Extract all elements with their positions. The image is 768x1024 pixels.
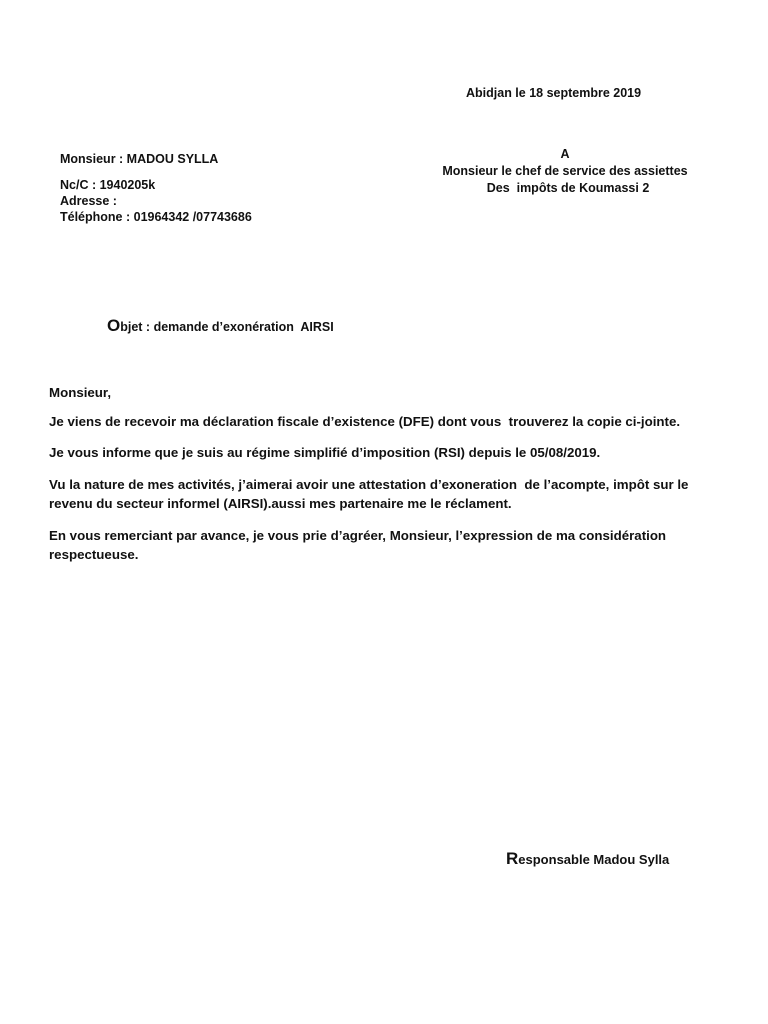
body-paragraph-3: Vu la nature de mes activités, j’aimerai avoir une attestation d’exoneration de l’acompte, impôt sur le revenu du secteur informel (AIRSI).aussi mes partenaire me le réclament.	[49, 476, 693, 511]
sender-block	[60, 151, 252, 225]
sender-spacer	[60, 167, 252, 177]
recipient-line-2: Monsieur le chef de service des assiettes	[442, 164, 688, 178]
subject-text: bjet : demande d’exonération AIRSI	[120, 320, 334, 334]
letter-date: Abidjan le 18 septembre 2019	[466, 86, 642, 100]
body-paragraph-2: Je vous informe que je suis au régime simplifié d’imposition (RSI) depuis le 05/08/2019.	[49, 445, 601, 460]
recipient-line-3: Des impôts de Koumassi 2	[486, 181, 650, 195]
body-paragraph-1: Je viens de recevoir ma déclaration fiscale d’existence (DFE) dont vous trouverez la copie ci-jointe.	[49, 413, 681, 429]
subject-line	[107, 316, 334, 336]
body-paragraph-4: En vous remerciant par avance, je vous prie d’agréer, Monsieur, l’expression de ma considération respectueuse.	[49, 527, 667, 562]
salutation: Monsieur,	[49, 385, 112, 400]
signature-text: esponsable Madou Sylla	[518, 852, 670, 867]
signature-line	[506, 849, 669, 869]
sender-ncc: Nc/C : 1940205k	[60, 178, 156, 192]
sender-name: Monsieur : MADOU SYLLA	[60, 152, 219, 166]
recipient-line-1: A	[560, 147, 570, 161]
letter-body	[49, 383, 709, 577]
recipient-block	[420, 146, 710, 197]
sender-address: Adresse :	[60, 194, 117, 208]
signature-initial: R	[506, 849, 519, 868]
subject-initial: O	[107, 316, 121, 335]
sender-phone: Téléphone : 01964342 /07743686	[60, 210, 252, 224]
